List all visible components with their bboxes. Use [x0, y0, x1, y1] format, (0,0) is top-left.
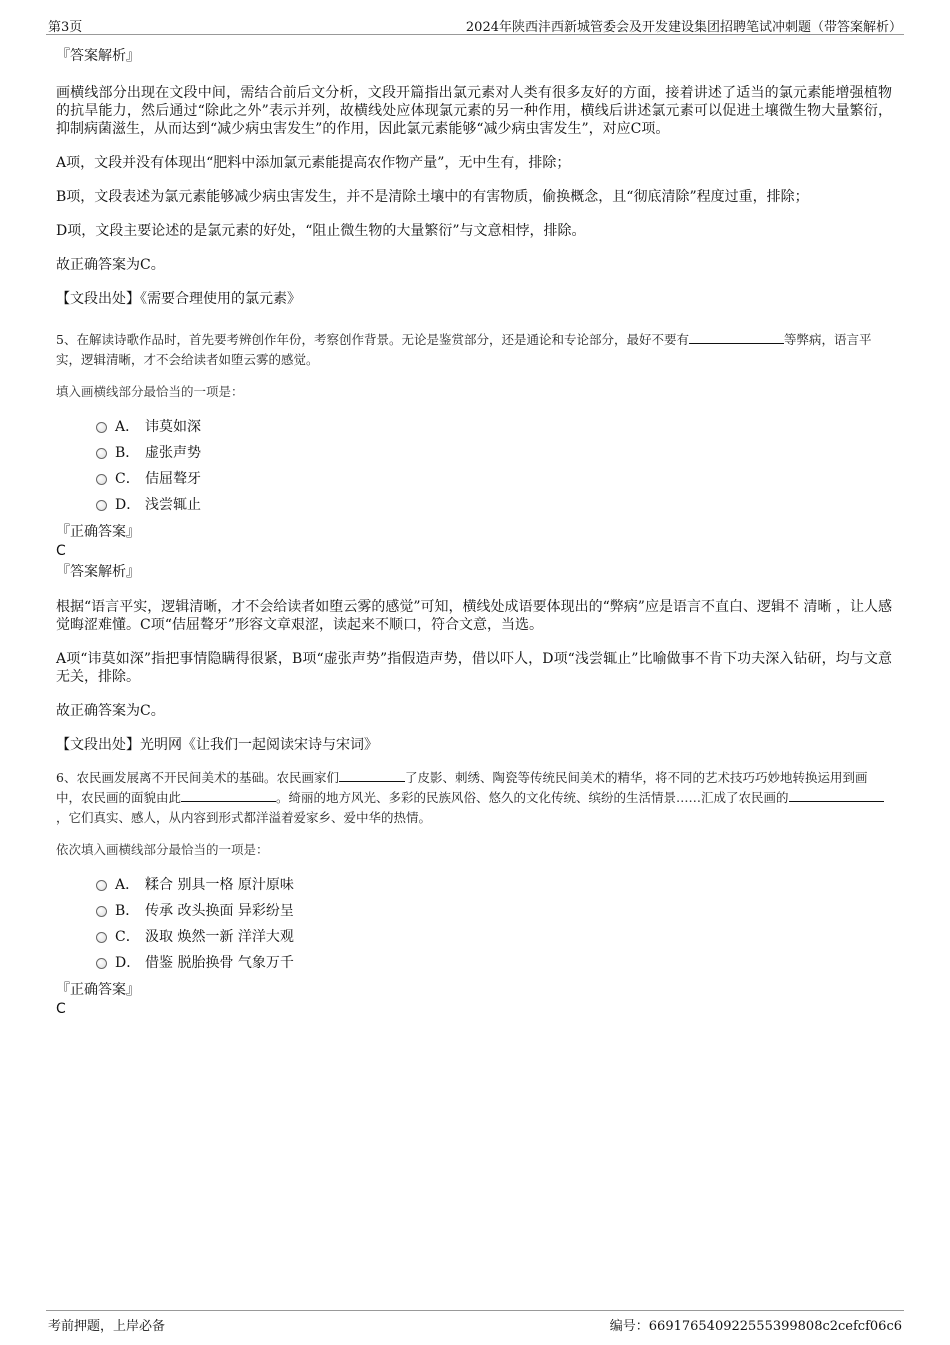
question-5-options	[96, 414, 892, 518]
radio-icon[interactable]	[96, 448, 107, 459]
option-d[interactable]: D． 浅尝辄止	[96, 492, 892, 518]
page-header	[46, 14, 904, 35]
analysis-paragraph: B项，文段表述为氯元素能够减少病虫害发生，并不是清除土壤中的有害物质，偷换概念，且“彻底清除”程度过重，排除；	[56, 189, 809, 205]
conclusion-line: 故正确答案为C。	[56, 257, 165, 273]
answer-label: 『正确答案』	[56, 524, 140, 540]
option-a[interactable]: A． 糅合 别具一格 原汁原味	[96, 872, 892, 898]
analysis-paragraph: D项，文段主要论述的是氯元素的好处，“阻止微生物的大量繁衍”与文意相悖，排除。	[56, 223, 586, 239]
blank-line	[181, 788, 276, 802]
page-content	[56, 44, 892, 1018]
footer-slogan: 考前押题，上岸必备	[48, 1319, 166, 1334]
question-5-text: 5、在解读诗歌作品时，首先要考辨创作年份，考察创作背景。无论是鉴赏部分，还是通论和专论部分，最好不要有 等弊病，语言平实，逻辑清晰，才不会给读者如堕云雾的感觉。	[56, 332, 872, 367]
option-c[interactable]: C． 汲取 焕然一新 洋洋大观	[96, 924, 892, 950]
analysis-paragraph: A项“讳莫如深”指把事情隐瞒得很紧，B项“虚张声势”指假造声势，借以吓人，D项“浅尝辄止”比喻做事不肯下功夫深入钻研，均与文意无关，排除。	[56, 651, 892, 685]
option-d[interactable]: D． 借鉴 脱胎换骨 气象万千	[96, 950, 892, 976]
question-6-text: 6、农民画发展离不开民间美术的基础。农民画家们 了皮影、刺绣、陶瓷等传统民间美术的精华，将不同的艺术技巧巧妙地转换运用到画中，农民画的面貌由此 。绮丽的地方风光、多彩的民族风俗、悠久的文化传统、缤纷的生活情景……汇成了农民画的，它们真实、感人，从内容到形式都洋溢着爱家乡、爱中华的热情。	[56, 768, 892, 828]
question-6-prompt: 依次填入画横线部分最恰当的一项是：	[56, 842, 269, 857]
analysis-label: 『答案解析』	[56, 564, 140, 580]
radio-icon[interactable]	[96, 500, 107, 511]
analysis-label: 『答案解析』	[56, 48, 140, 64]
option-b[interactable]: B． 虚张声势	[96, 440, 892, 466]
radio-icon[interactable]	[96, 932, 107, 943]
page-footer	[46, 1310, 904, 1335]
source-line: 【文段出处】《需要合理使用的氯元素》	[56, 291, 301, 307]
analysis-paragraph: 画横线部分出现在文段中间，需结合前后文分析，文段开篇指出氯元素对人类有很多友好的方面，接着讲述了适当的氯元素能增强植物的抗旱能力，然后通过“除此之外”表示并列，故横线处应体现氯元素的另一种作用，横线后讲述氯元素可以促进土壤微生物大量繁衍，抑制病菌滋生，从而达到“减少病虫害发生”的作用，因此氯元素能够“减少病虫害发生”，对应C项。	[56, 85, 892, 137]
answer-value: C	[56, 1001, 66, 1017]
analysis-paragraph: A项，文段并没有体现出“肥料中添加氯元素能提高农作物产量”，无中生有，排除；	[56, 155, 571, 171]
document-code: 编号：669176540922555399808c2cefcf06c6	[609, 1319, 902, 1334]
answer-label: 『正确答案』	[56, 982, 140, 998]
blank-line	[339, 768, 405, 782]
radio-icon[interactable]	[96, 958, 107, 969]
source-line: 【文段出处】光明网《让我们一起阅读宋诗与宋词》	[56, 737, 378, 753]
blank-line	[689, 330, 784, 344]
conclusion-line: 故正确答案为C。	[56, 703, 165, 719]
document-title: 2024年陕西沣西新城管委会及开发建设集团招聘笔试冲刺题（带答案解析）	[465, 20, 902, 35]
question-6-options	[96, 872, 892, 976]
option-c[interactable]: C． 佶屈聱牙	[96, 466, 892, 492]
answer-value: C	[56, 543, 66, 559]
option-b[interactable]: B． 传承 改头换面 异彩纷呈	[96, 898, 892, 924]
question-5-prompt: 填入画横线部分最恰当的一项是：	[56, 384, 244, 399]
radio-icon[interactable]	[96, 474, 107, 485]
blank-line	[789, 788, 884, 802]
radio-icon[interactable]	[96, 422, 107, 433]
radio-icon[interactable]	[96, 906, 107, 917]
option-a[interactable]: A． 讳莫如深	[96, 414, 892, 440]
analysis-paragraph: 根据“语言平实，逻辑清晰，才不会给读者如堕云雾的感觉”可知，横线处成语要体现出的“弊病”应是语言不直白、逻辑不 清晰 ，让人感觉晦涩难懂。C项“佶屈聱牙”形容文章艰涩，读起来不顺口，符合文意，当选。	[56, 599, 892, 633]
page-number: 第3页	[48, 20, 83, 35]
radio-icon[interactable]	[96, 880, 107, 891]
